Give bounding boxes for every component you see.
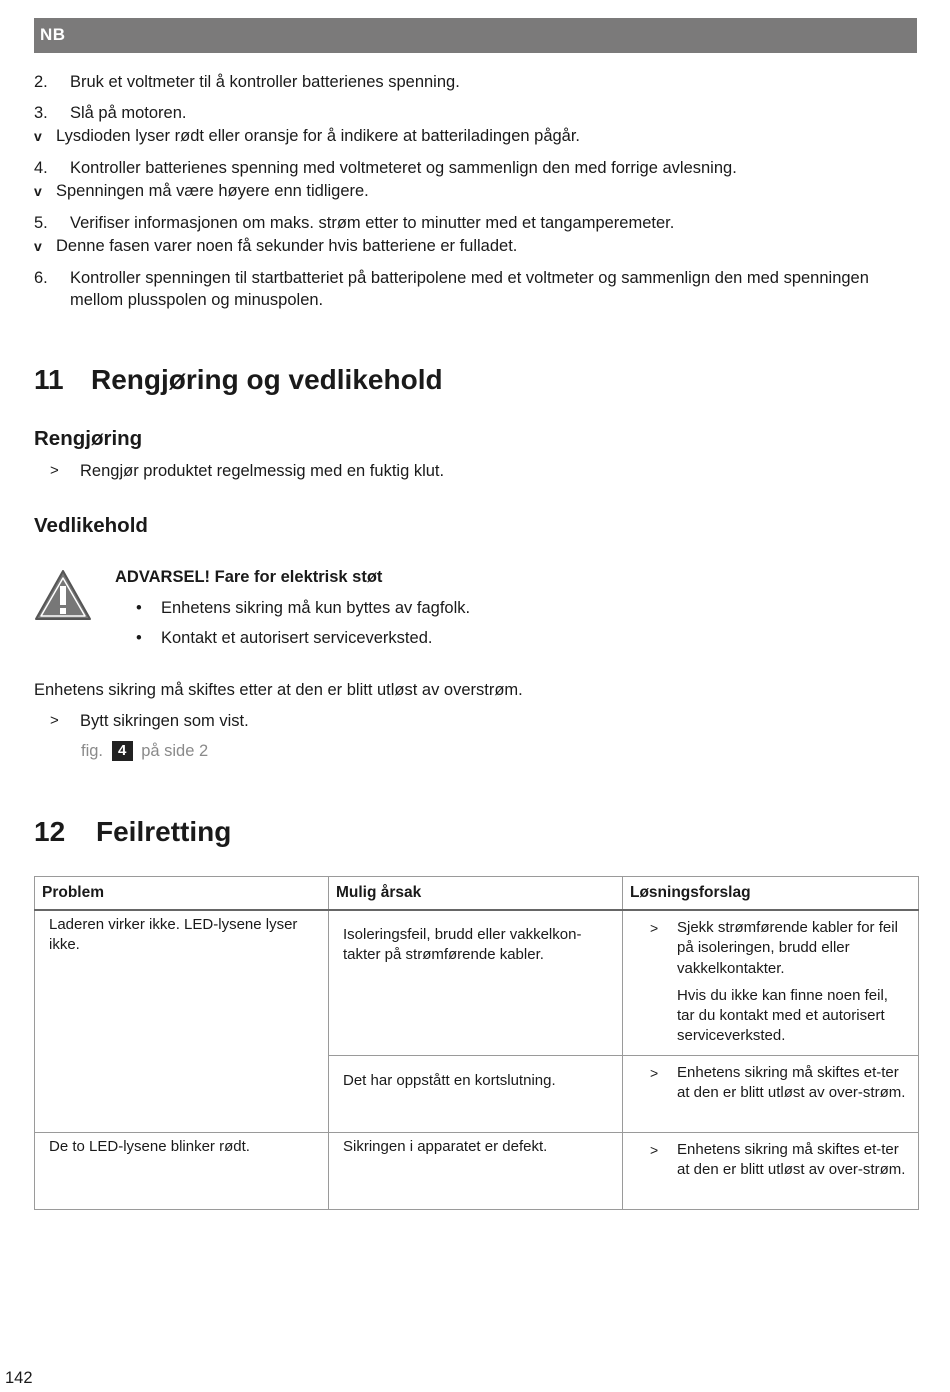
section-title: Feilretting — [96, 816, 232, 847]
solution-cell — [623, 910, 919, 1055]
section-number: 12 — [34, 816, 66, 847]
warning-title: ADVARSEL! Fare for elektrisk støt — [115, 568, 383, 586]
column-header-solution: Løsningsforslag — [623, 877, 919, 911]
solution-text: Enhetens sikring må skiftes et-ter at den er blitt utløst av over-strøm. — [677, 1140, 906, 1178]
column-header-cause: Mulig årsak — [329, 877, 623, 911]
step-number: 6. — [34, 269, 48, 287]
action-marker-icon: > — [50, 712, 59, 729]
step-number: 2. — [34, 73, 48, 91]
cause-cell — [329, 910, 623, 1055]
problem-cell — [35, 1132, 329, 1209]
figure-reference — [81, 741, 208, 761]
step-text: Bruk et voltmeter til å kontroller batterienes spenning. — [70, 73, 460, 91]
cause-text: Sikringen i apparatet er defekt. — [343, 1137, 548, 1155]
table-header-row — [35, 877, 919, 911]
troubleshooting-table — [34, 876, 919, 1210]
action-marker-icon: > — [50, 462, 59, 479]
action-text: Rengjør produktet regelmessig med en fuktig klut. — [80, 462, 445, 480]
result-marker-icon: v — [34, 128, 42, 144]
problem-text: De to LED-lysene blinker rødt. — [49, 1137, 250, 1155]
bullet-icon: • — [136, 629, 142, 647]
cause-text: Det har oppstått en kortslutning. — [343, 1071, 556, 1089]
cause-cell — [329, 1132, 623, 1209]
figure-prefix: fig. — [81, 742, 104, 760]
section-title: Rengjøring og vedlikehold — [91, 364, 443, 395]
step-number: 4. — [34, 159, 48, 177]
page-number: 142 — [5, 1369, 33, 1387]
table-row — [35, 1132, 919, 1209]
problem-text: Laderen virker ikke. LED-lysene lyser ikke. — [49, 916, 298, 954]
figure-suffix: på side 2 — [141, 742, 209, 760]
solution-cell — [623, 1055, 919, 1132]
bullet-text: Kontakt et autorisert serviceverksted. — [161, 629, 433, 647]
language-code: NB — [40, 25, 66, 44]
problem-cell — [35, 910, 329, 1132]
solution-note: Hvis du ikke kan finne noen feil, tar du kontakt med et autorisert serviceverksted. — [677, 986, 888, 1045]
action-text: Bytt sikringen som vist. — [80, 712, 249, 730]
action-marker-icon: > — [650, 1064, 659, 1081]
cause-text: Isoleringsfeil, brudd eller vakkelkon-takter på strømførende kabler. — [343, 926, 582, 964]
bullet-icon: • — [136, 599, 142, 617]
bullet-text: Enhetens sikring må kun byttes av fagfolk. — [161, 599, 471, 617]
cleaning-heading: Rengjøring — [34, 427, 143, 450]
step-number: 5. — [34, 214, 48, 232]
solution-text: Enhetens sikring må skiftes et-ter at den er blitt utløst av over-strøm. — [677, 1063, 906, 1101]
fuse-paragraph: Enhetens sikring må skiftes etter at den er blitt utløst av overstrøm. — [34, 681, 523, 699]
solution-text: Sjekk strømførende kabler for feil på isoleringen, brudd eller vakkelkontakter. — [677, 919, 898, 977]
column-header-problem: Problem — [35, 877, 329, 911]
step-text: Kontroller batterienes spenning med voltmeteret og sammenlign den med forrige avlesning. — [70, 159, 737, 177]
action-marker-icon: > — [650, 1141, 659, 1158]
maintenance-heading: Vedlikehold — [34, 514, 148, 537]
warning-triangle-icon — [34, 568, 92, 622]
result-text: Lysdioden lyser rødt eller oransje for å indikere at batteriladingen pågår. — [56, 127, 581, 145]
cause-cell — [329, 1055, 623, 1132]
result-marker-icon: v — [34, 238, 42, 254]
step-text: Kontroller spenningen til startbatteriet på batteripolene med et voltmeter og sammenlign den med spenningen mellom plusspolen og minuspolen. — [70, 269, 869, 309]
language-header-bar — [34, 18, 917, 53]
action-marker-icon: > — [650, 920, 659, 936]
result-text: Spenningen må være høyere enn tidligere. — [56, 182, 369, 200]
figure-number-badge: 4 — [112, 741, 133, 761]
table-row — [35, 910, 919, 1055]
step-number: 3. — [34, 104, 48, 122]
step-text: Verifiser informasjonen om maks. strøm etter to minutter med et tangamperemeter. — [70, 214, 675, 232]
section-number: 11 — [34, 364, 64, 395]
result-text: Denne fasen varer noen få sekunder hvis batteriene er fulladet. — [56, 237, 518, 255]
step-text: Slå på motoren. — [70, 104, 187, 122]
solution-cell — [623, 1132, 919, 1209]
result-marker-icon: v — [34, 183, 42, 199]
